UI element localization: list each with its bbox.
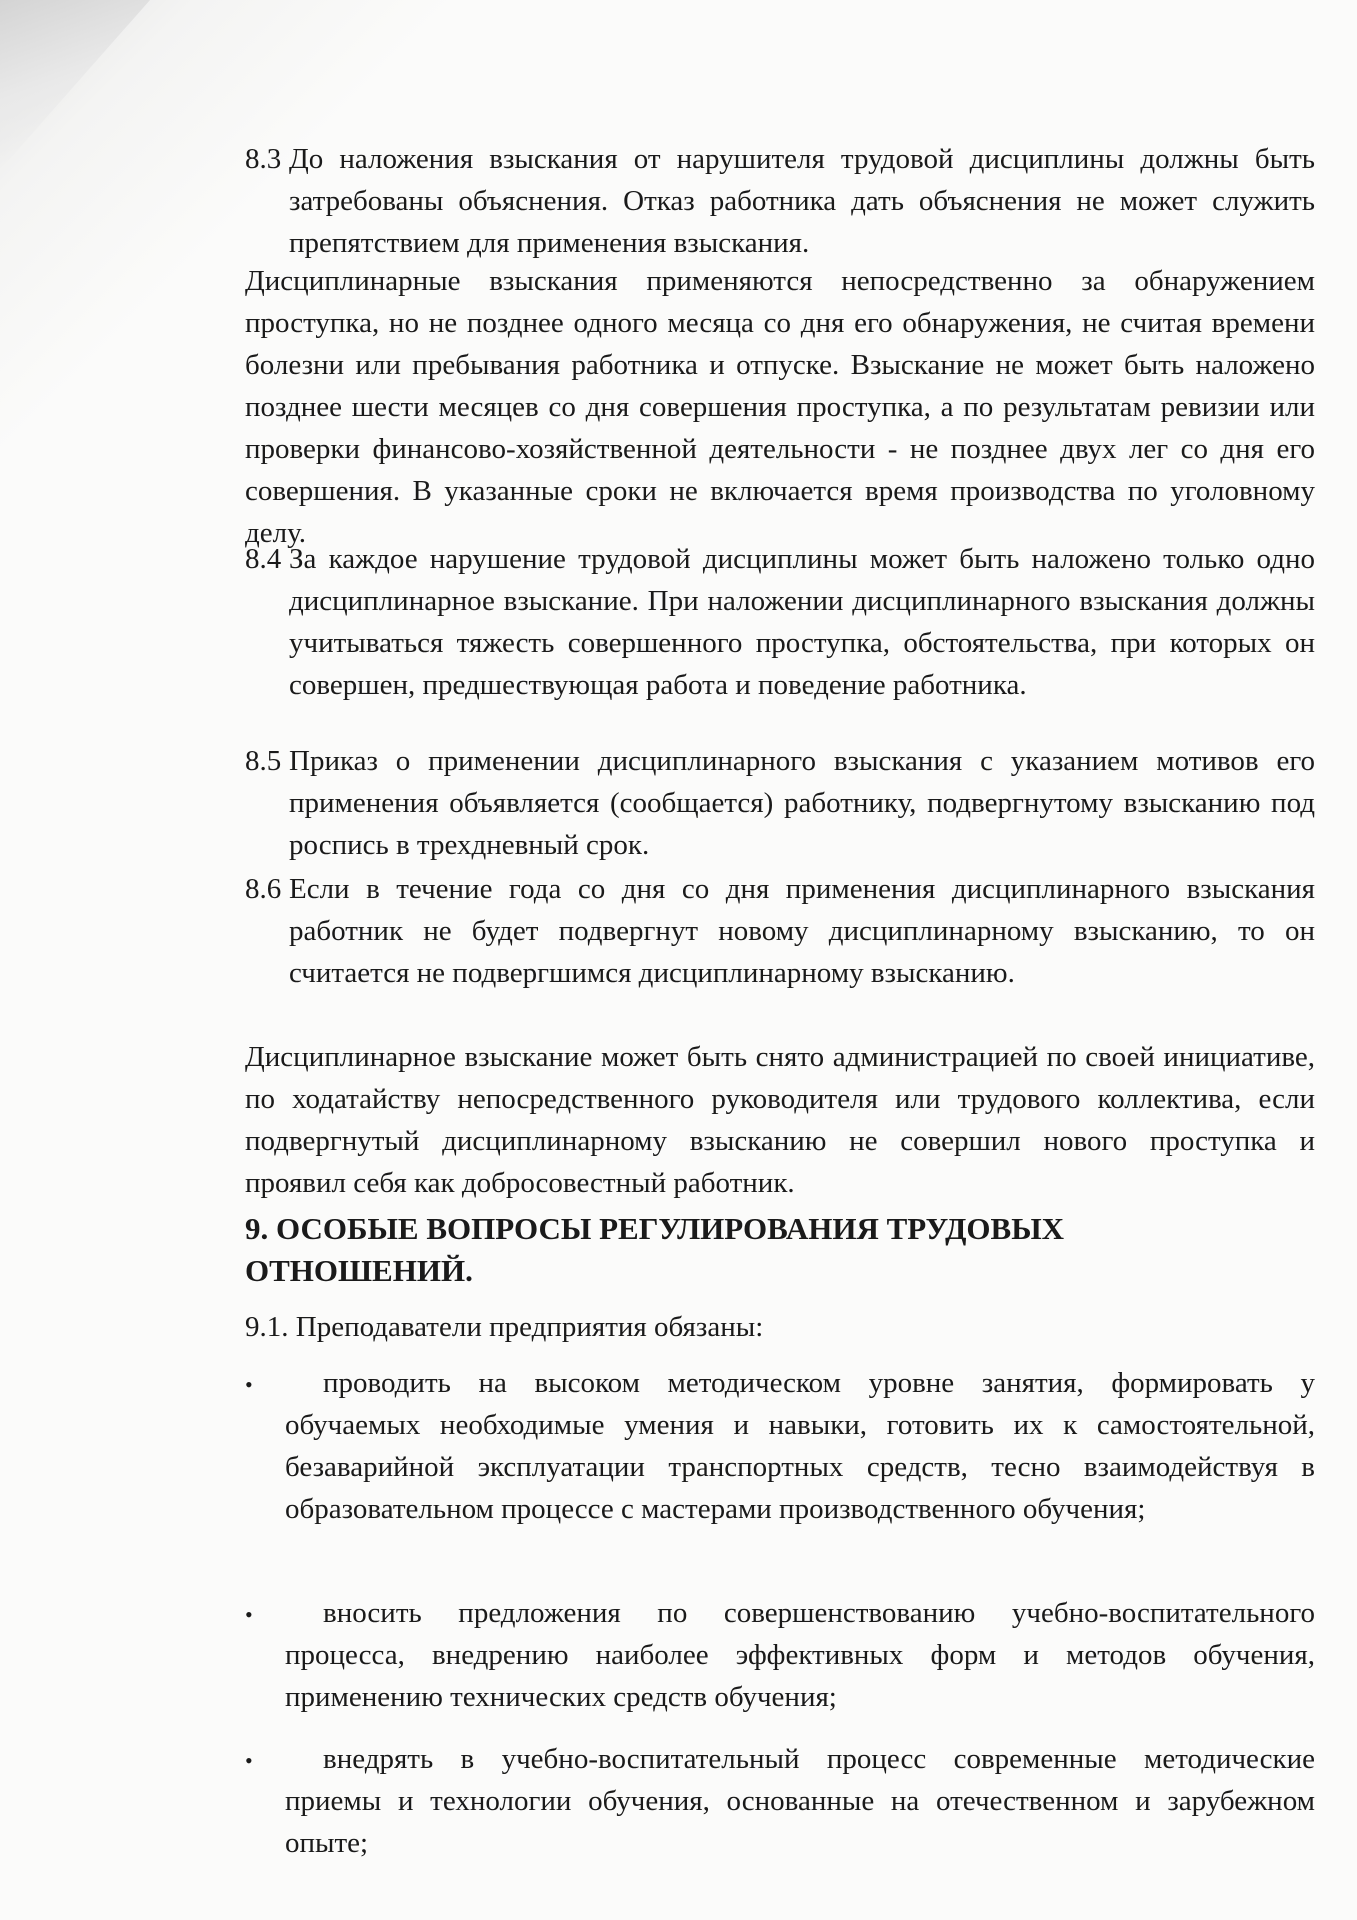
item-8-6	[245, 868, 1315, 1036]
item-8-4	[245, 538, 1315, 706]
item-8-3	[245, 138, 1315, 264]
bullet-text: вносить предложения по совершенствованию учебно-воспитательного процесса, внедрению наиболее эффективных форм и методов обучения, применению технических средств обучения;	[285, 1597, 1315, 1713]
bullet-item	[245, 1738, 1315, 1864]
item-text: Если в течение года со дня со дня применения дисциплинарного взыскания работник не будет подвергнут новому дисциплинарному взысканию, то он считается не подвергшимся дисциплинарному взысканию.	[289, 873, 1315, 989]
item-number: 8.4	[245, 543, 282, 575]
bullet-icon: •	[245, 1748, 253, 1773]
item-number: 8.6	[245, 873, 282, 905]
item-9-1: 9.1. Преподаватели предприятия обязаны:	[245, 1311, 764, 1343]
paragraph-removal: Дисциплинарное взыскание может быть снято администрацией по своей инициативе, по ходатайству непосредственного руководителя или трудового коллектива, если подвергнутый дисциплинарному взысканию не совершил нового проступка и проявил себя как добросовестный работник.	[245, 1041, 1315, 1199]
bullet-icon: •	[245, 1372, 253, 1397]
bullet-icon: •	[245, 1602, 253, 1627]
section-9-heading: 9. ОСОБЫЕ ВОПРОСЫ РЕГУЛИРОВАНИЯ ТРУДОВЫХ ОТНОШЕНИЙ.	[245, 1211, 1065, 1288]
item-8-5	[245, 740, 1315, 866]
bullet-text: проводить на высоком методическом уровне занятия, формировать у обучаемых необходимые умения и навыки, готовить их к самостоятельной, безаварийной эксплуатации транспортных средств, тесно взаимодействуя в образовательном процессе с мастерами производственного обучения;	[285, 1367, 1315, 1525]
bullet-item	[245, 1592, 1315, 1718]
bullet-item	[245, 1362, 1315, 1572]
item-number: 8.3	[245, 143, 282, 175]
item-text: До наложения взыскания от нарушителя трудовой дисциплины должны быть затребованы объяснения. Отказ работника дать объяснения не может служить препятствием для применения взыскания.	[289, 143, 1315, 259]
item-text: За каждое нарушение трудовой дисциплины может быть наложено только одно дисциплинарное взыскание. При наложении дисциплинарного взыскания должны учитываться тяжесть совершенного проступка, обстоятельства, при которых он совершен, предшествующая работа и поведение работника.	[289, 543, 1315, 701]
paragraph-discipline-terms: Дисциплинарные взыскания применяются непосредственно за обнаружением проступка, но не позднее одного месяца со дня его обнаружения, не считая времени болезни или пребывания работника и отпуске. Взыскание не может быть наложено позднее шести месяцев со дня совершения проступка, а по результатам ревизии или проверки финансово-хозяйственной деятельности - не позднее двух лег со дня его совершения. В указанные сроки не включается время производства по уголовному делу.	[245, 265, 1315, 549]
item-text: Приказ о применении дисциплинарного взыскания с указанием мотивов его применения объявляется (сообщается) работнику, подвергнутому взысканию под роспись в трехдневный срок.	[289, 745, 1315, 861]
bullet-text: внедрять в учебно-воспитательный процесс современные методические приемы и технологии обучения, основанные на отечественном и зарубежном опыте;	[285, 1743, 1315, 1859]
item-number: 8.5	[245, 745, 282, 777]
